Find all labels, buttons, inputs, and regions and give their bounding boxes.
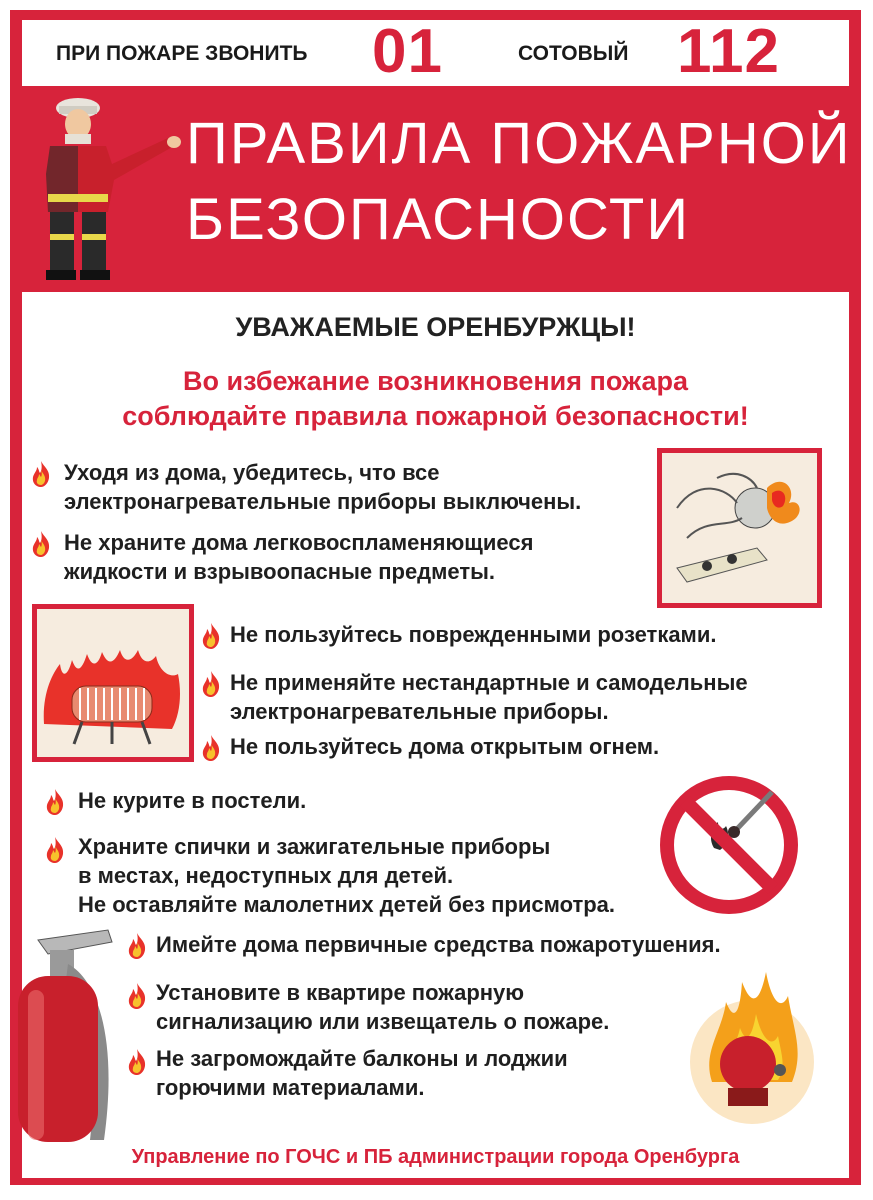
footer-text: Управление по ГОЧС и ПБ администрации города Оренбурга [131,1146,740,1168]
rule-item: Не курите в постели. [78,788,307,813]
flame-bullet-icon [30,530,52,558]
flame-bullet-icon [44,788,66,816]
overloaded-socket-illustration [657,448,822,608]
rule-item: Не загромождайте балконы и лоджии горючими материалами. [156,1046,568,1100]
content-panel [22,292,849,1142]
rule-item: Не применяйте нестандартные и самодельные электронагревательные приборы. [230,670,748,724]
title-line-2: БЕЗОПАСНОСТИ [186,187,691,252]
rule-item: Имейте дома первичные средства пожаротушения. [156,932,721,957]
flame-bullet-icon [126,982,148,1010]
rule-item: Установите в квартире пожарную сигнализацию или извещатель о пожаре. [156,980,610,1034]
flame-bullet-icon [30,460,52,488]
call-number: 01 [372,17,443,86]
rule-item: Не пользуйтесь поврежденными розетками. [230,622,717,647]
emergency-phone-bar [22,17,849,86]
no-matches-sign-icon [654,770,804,920]
rule-item: Не пользуйтесь дома открытым огнем. [230,734,660,759]
rule-item: Не храните дома легковоспламеняющиеся жидкости и взрывоопасные предметы. [64,530,534,584]
flame-bullet-icon [200,670,222,698]
firefighter-illustration [28,94,188,284]
flame-bullet-icon [126,1048,148,1076]
fire-alarm-bell-illustration [682,952,822,1132]
flame-bullet-icon [44,836,66,864]
rule-item: Храните спички и зажигательные приборы в местах, недоступных для детей. Не оставляйте малолетних детей без присмотра. [78,834,616,917]
footer [22,1142,849,1178]
lead-line-1: Во избежание возникновения пожара [183,366,688,396]
mobile-label: СОТОВЫЙ [518,42,629,65]
rule-item: Уходя из дома, убедитесь, что все электронагревательные приборы выключены. [64,460,582,514]
flame-bullet-icon [126,932,148,960]
flame-bullet-icon [200,622,222,650]
call-label: ПРИ ПОЖАРЕ ЗВОНИТЬ [56,42,308,65]
flame-bullet-icon [200,734,222,762]
title-line-1: ПРАВИЛА ПОЖАРНОЙ [186,111,852,176]
lead-line-2: соблюдайте правила пожарной безопасности! [122,401,749,431]
greeting: УВАЖАЕМЫЕ ОРЕНБУРЖЦЫ! [235,312,636,342]
burning-heater-illustration [32,604,194,762]
mobile-number: 112 [677,17,781,86]
